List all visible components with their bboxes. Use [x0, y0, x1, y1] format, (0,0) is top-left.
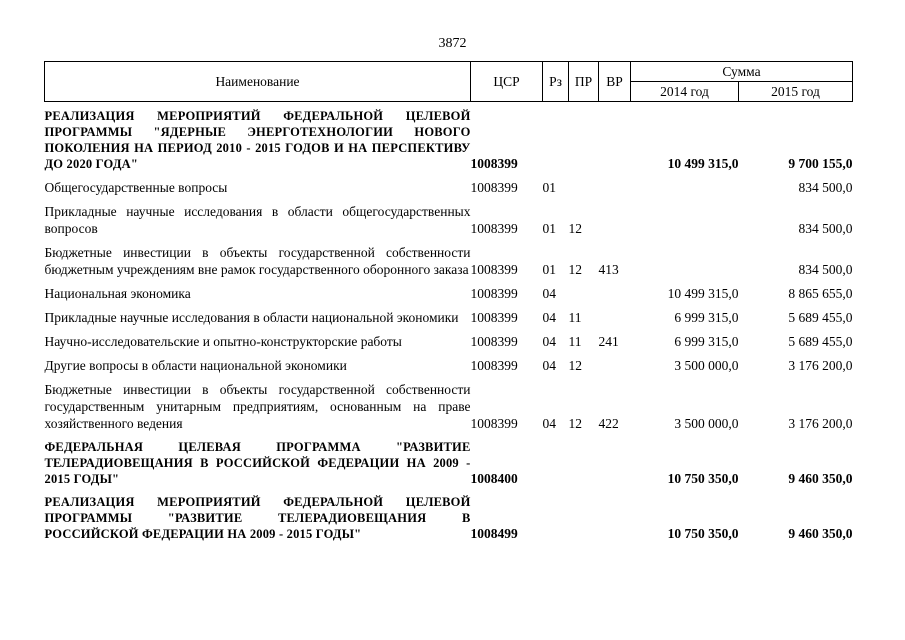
- row-pr: 12: [568, 416, 582, 431]
- table-row: [45, 328, 853, 352]
- row-pr: 12: [568, 358, 582, 373]
- row-pr: [569, 280, 599, 304]
- row-rz: 01: [542, 221, 556, 236]
- row-csr: 1008499: [470, 526, 518, 541]
- row-sum-2015: 5 689 455,0: [788, 334, 853, 349]
- header-pr: ПР: [569, 62, 599, 102]
- row-vr: [599, 489, 631, 544]
- row-sum-2014: 3 500 000,0: [674, 358, 739, 373]
- row-name: Научно-исследовательские и опытно-конструкторские работы: [44, 334, 402, 349]
- row-csr: 1008399: [470, 358, 518, 373]
- table-row: [45, 102, 853, 175]
- row-sum-2015: 9 460 350,0: [788, 471, 853, 486]
- row-sum-2014: [631, 239, 739, 280]
- row-pr: [569, 434, 599, 489]
- table-header: [45, 62, 853, 102]
- row-csr: 1008399: [470, 416, 518, 431]
- table-row: [45, 280, 853, 304]
- row-rz: [543, 102, 569, 175]
- row-csr: 1008399: [470, 156, 518, 171]
- row-pr: [569, 102, 599, 175]
- row-rz: 04: [542, 416, 556, 431]
- table-body: [45, 102, 853, 545]
- row-vr: [599, 102, 631, 175]
- row-pr: 12: [568, 221, 582, 236]
- row-sum-2014: 3 500 000,0: [674, 416, 739, 431]
- row-sum-2015: 5 689 455,0: [788, 310, 853, 325]
- row-rz: 04: [542, 310, 556, 325]
- row-vr: 422: [598, 416, 619, 431]
- row-sum-2014: 10 750 350,0: [667, 526, 739, 541]
- row-sum-2014: 10 750 350,0: [667, 471, 739, 486]
- row-name: Бюджетные инвестиции в объекты государственной собственности государственным унитарным предприятиям, основанным на праве хозяйственного ведения: [44, 382, 471, 431]
- table-row: [45, 489, 853, 544]
- row-vr: 241: [598, 334, 619, 349]
- header-year-2015: 2015 год: [739, 82, 853, 102]
- row-rz: 01: [542, 180, 556, 195]
- row-csr: 1008399: [470, 221, 518, 236]
- header-year-2014: 2014 год: [631, 82, 739, 102]
- row-csr: 1008400: [470, 471, 518, 486]
- table-row: [45, 434, 853, 489]
- header-name: Наименование: [45, 62, 471, 102]
- row-sum-2014: 6 999 315,0: [674, 334, 739, 349]
- row-name: Прикладные научные исследования в области национальной экономики: [44, 310, 459, 325]
- row-vr: [599, 352, 631, 376]
- row-rz: 04: [542, 358, 556, 373]
- table-row: [45, 376, 853, 434]
- table-row: [45, 352, 853, 376]
- row-vr: 413: [598, 262, 619, 277]
- table-row: [45, 239, 853, 280]
- row-sum-2014: [631, 198, 739, 239]
- table-row: [45, 198, 853, 239]
- table-row: [45, 174, 853, 198]
- row-sum-2015: 834 500,0: [798, 262, 853, 277]
- row-pr: 11: [568, 310, 582, 325]
- row-vr: [599, 304, 631, 328]
- row-name: Бюджетные инвестиции в объекты государственной собственности бюджетным учреждениям вне рамок государственного оборонного заказа: [44, 245, 471, 277]
- row-vr: [599, 198, 631, 239]
- row-name: Национальная экономика: [44, 286, 191, 301]
- row-name: Общегосударственные вопросы: [44, 180, 228, 195]
- row-sum-2015: 9 460 350,0: [788, 526, 853, 541]
- page-number: 3872: [438, 36, 467, 51]
- row-name: Другие вопросы в области национальной экономики: [44, 358, 347, 373]
- row-rz: 04: [542, 334, 556, 349]
- row-csr: 1008399: [470, 334, 518, 349]
- row-vr: [599, 434, 631, 489]
- row-csr: 1008399: [470, 262, 518, 277]
- header-csr: ЦСР: [471, 62, 543, 102]
- row-sum-2015: 3 176 200,0: [788, 358, 853, 373]
- row-name: ФЕДЕРАЛЬНАЯ ЦЕЛЕВАЯ ПРОГРАММА "РАЗВИТИЕ ТЕЛЕРАДИОВЕЩАНИЯ В РОССИЙСКОЙ ФЕДЕРАЦИИ НА 2009 - 2015 ГОДЫ": [44, 440, 471, 486]
- row-vr: [599, 174, 631, 198]
- header-sum: Сумма: [631, 62, 853, 82]
- row-pr: 11: [568, 334, 582, 349]
- row-name: РЕАЛИЗАЦИЯ МЕРОПРИЯТИЙ ФЕДЕРАЛЬНОЙ ЦЕЛЕВОЙ ПРОГРАММЫ "РАЗВИТИЕ ТЕЛЕРАДИОВЕЩАНИЯ В РОССИЙСКОЙ ФЕДЕРАЦИИ НА 2009 - 2015 ГОДЫ": [44, 495, 471, 541]
- row-csr: 1008399: [470, 310, 518, 325]
- row-sum-2015: 9 700 155,0: [788, 156, 853, 171]
- row-sum-2014: 10 499 315,0: [667, 156, 739, 171]
- row-name: РЕАЛИЗАЦИЯ МЕРОПРИЯТИЙ ФЕДЕРАЛЬНОЙ ЦЕЛЕВОЙ ПРОГРАММЫ "ЯДЕРНЫЕ ЭНЕРГОТЕХНОЛОГИИ НОВОГО ПОКОЛЕНИЯ НА ПЕРИОД 2010 - 2015 ГОДОВ И НА ПЕРСПЕКТИВУ ДО 2020 ГОДА": [44, 109, 471, 171]
- row-rz: [543, 434, 569, 489]
- row-sum-2014: 6 999 315,0: [674, 310, 739, 325]
- row-csr: 1008399: [470, 286, 518, 301]
- row-sum-2014: 10 499 315,0: [667, 286, 739, 301]
- row-rz: [543, 489, 569, 544]
- header-rz: Рз: [543, 62, 569, 102]
- row-sum-2015: 3 176 200,0: [788, 416, 853, 431]
- row-pr: 12: [568, 262, 582, 277]
- row-sum-2015: 834 500,0: [798, 180, 853, 195]
- budget-table: [44, 61, 853, 544]
- row-csr: 1008399: [470, 180, 518, 195]
- row-pr: [569, 174, 599, 198]
- row-name: Прикладные научные исследования в области общегосударственных вопросов: [44, 204, 471, 236]
- row-pr: [569, 489, 599, 544]
- row-vr: [599, 280, 631, 304]
- row-rz: 04: [542, 286, 556, 301]
- table-row: [45, 304, 853, 328]
- header-vr: ВР: [599, 62, 631, 102]
- row-sum-2014: [631, 174, 739, 198]
- row-rz: 01: [542, 262, 556, 277]
- row-sum-2015: 834 500,0: [798, 221, 853, 236]
- row-sum-2015: 8 865 655,0: [788, 286, 853, 301]
